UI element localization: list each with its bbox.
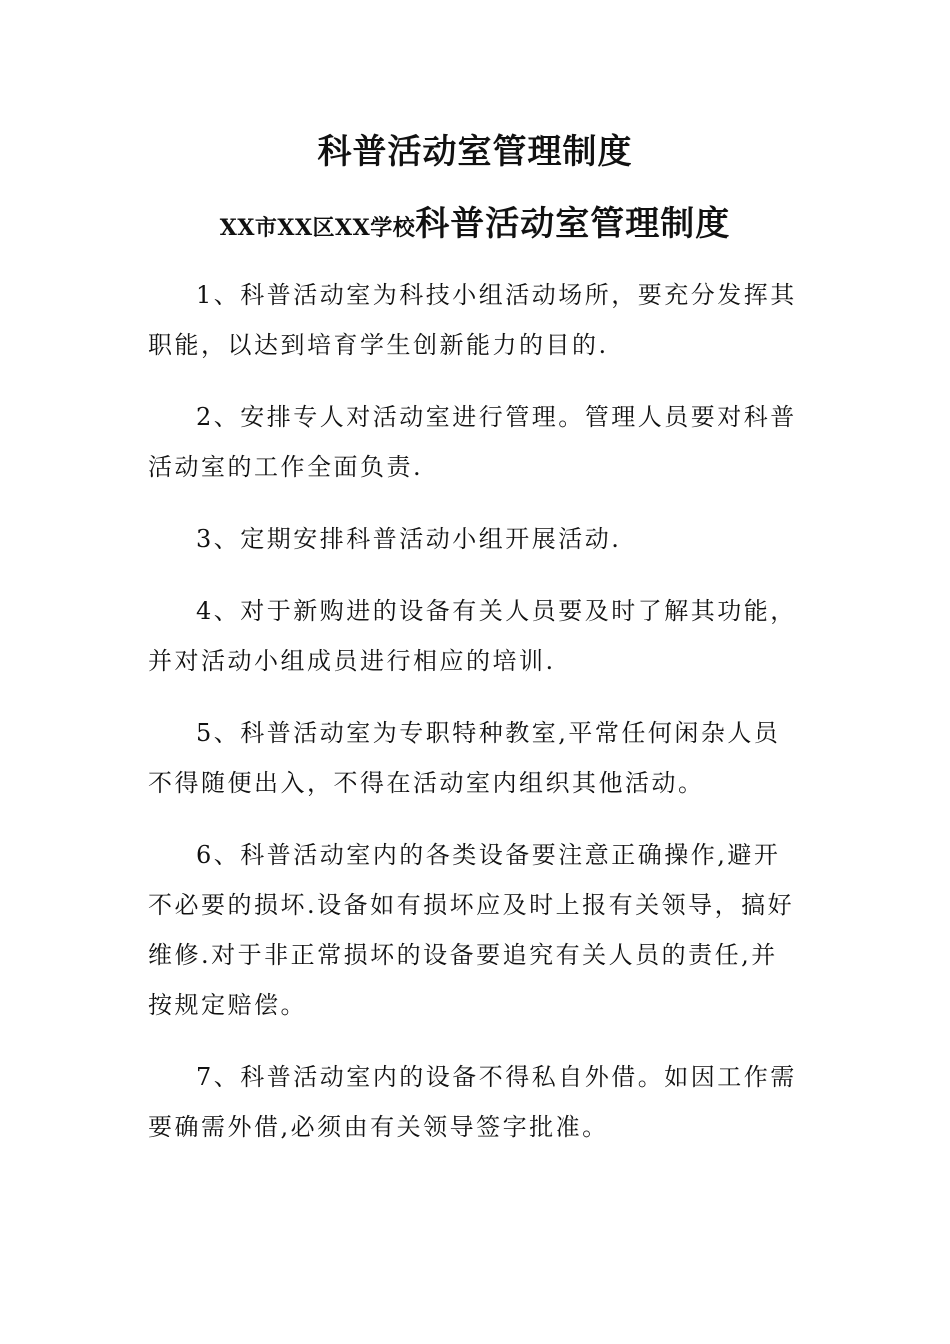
paragraph-3: 3、定期安排科普活动小组开展活动. xyxy=(196,525,622,553)
subtitle-school-name: XX市XX区XX学校 xyxy=(219,215,416,241)
paragraph-1: 1、科普活动室为科技小组活动场所，要充分发挥其职能，以达到培育学生创新能力的目的. xyxy=(148,281,797,359)
document-subtitle xyxy=(0,196,950,258)
paragraph-7: 7、科普活动室内的设备不得私自外借。如因工作需要确需外借,必须由有关领导签字批准。 xyxy=(148,1063,797,1141)
paragraph-6: 6、科普活动室内的各类设备要注意正确操作,避开不必要的损坏.设备如有损坏应及时上报有关领导，搞好维修.对于非正常损坏的设备要追究有关人员的责任,并按规定赔偿。 xyxy=(148,841,795,1019)
paragraph-5: 5、科普活动室为专职特种教室,平常任何闲杂人员不得随便出入，不得在活动室内组织其他活动。 xyxy=(148,719,781,797)
document-title: 科普活动室管理制度 xyxy=(317,132,633,172)
paragraph-2: 2、安排专人对活动室进行管理。管理人员要对科普活动室的工作全面负责. xyxy=(148,403,797,481)
paragraph-4: 4、对于新购进的设备有关人员要及时了解其功能，并对活动小组成员进行相应的培训. xyxy=(148,597,797,675)
document-body xyxy=(148,270,802,1174)
subtitle-main-text: 科普活动室管理制度 xyxy=(415,204,731,244)
